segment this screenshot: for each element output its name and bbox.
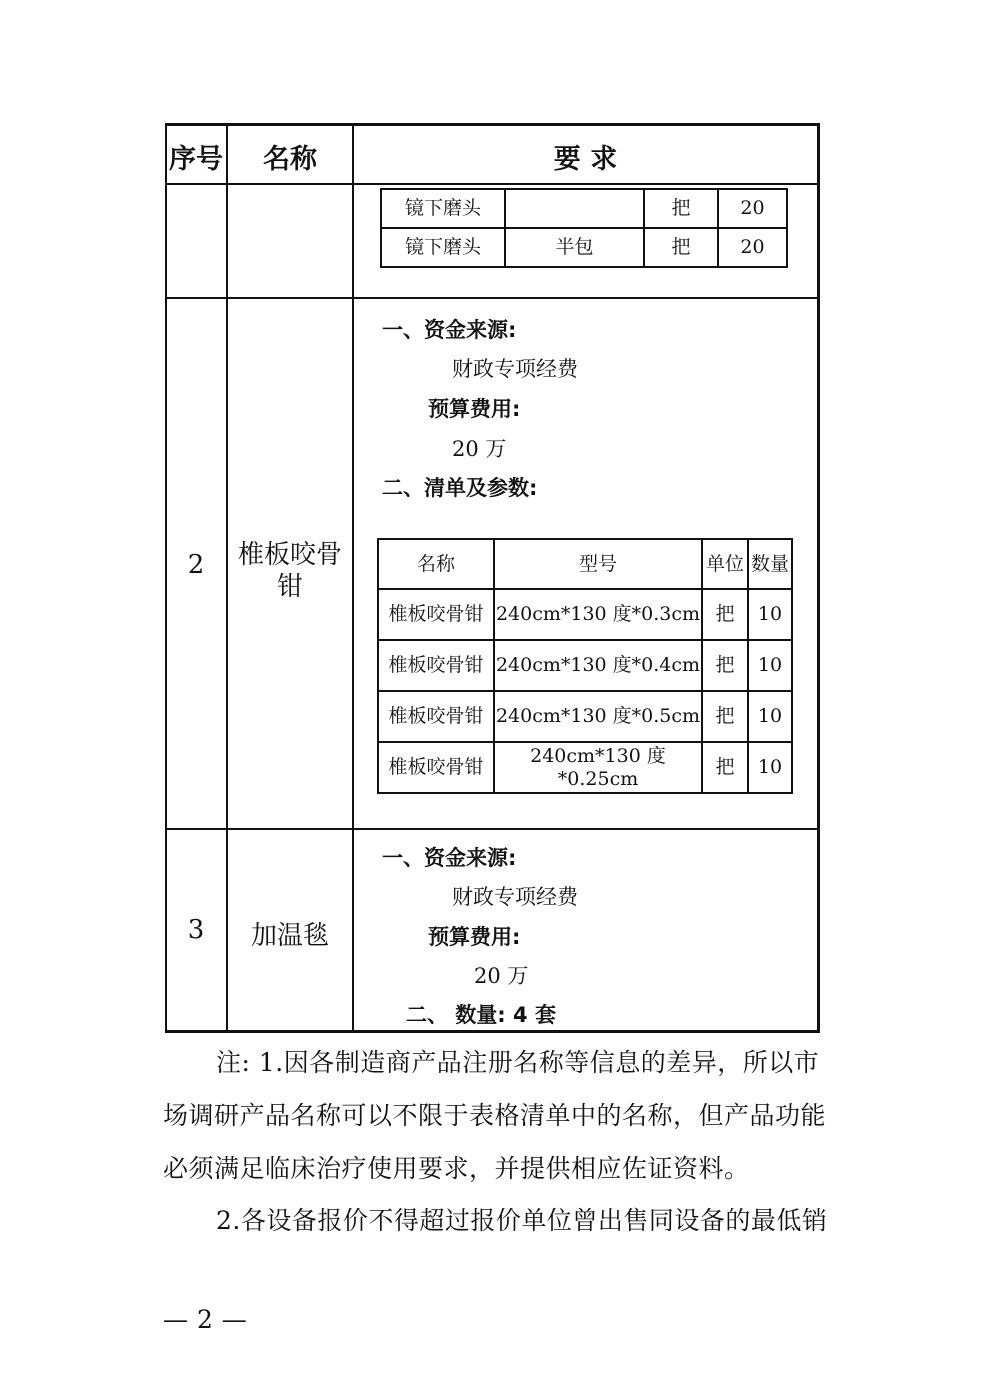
item-unit: 把 [644,228,718,267]
col-header-unit: 单位 [702,539,748,589]
item-name: 镜下磨头 [381,228,505,267]
note-line-2: 场调研产品名称可以不限于表格清单中的名称，但产品功能 [163,1101,827,1130]
row2-params-table [377,538,793,794]
row2-name-line2: 钳 [276,572,303,602]
row1-items-table [380,188,788,268]
item-model [505,189,644,228]
table-header-row [378,539,792,589]
header-requirements: 要 求 [553,144,618,175]
table-row [381,189,787,228]
col-header-qty: 数量 [748,539,792,589]
item-unit: 把 [702,691,748,742]
item-model: 半包 [505,228,644,267]
col-header-name: 名称 [378,539,494,589]
item-name: 镜下磨头 [381,189,505,228]
item-qty: 10 [748,589,792,640]
item-qty: 10 [748,691,792,742]
item-unit: 把 [702,640,748,691]
item-name: 椎板咬骨钳 [378,589,494,640]
item-model: 240cm*130 度*0.4cm [494,640,702,691]
row3-budget-value: 20 万 [474,964,529,988]
col-header-model: 型号 [494,539,702,589]
note-line-4: 2.各设备报价不得超过报价单位曾出售同设备的最低销 [216,1206,828,1235]
item-model: 240cm*130 度*0.25cm [494,742,702,793]
table-row [378,640,792,691]
item-qty: 10 [748,742,792,793]
table-row [378,742,792,793]
item-qty: 10 [748,640,792,691]
row3-index: 3 [187,915,205,945]
row3-name: 加温毯 [250,921,329,951]
note-line-1: 注: 1.因各制造商产品注册名称等信息的差异，所以市 [216,1048,820,1077]
header-name: 名称 [263,144,317,175]
note-line-3: 必须满足临床治疗使用要求，并提供相应佐证资料。 [163,1154,750,1183]
row3-fund-heading: 一、资金来源: [382,846,517,870]
item-model: 240cm*130 度*0.3cm [494,589,702,640]
row2-fund-heading: 一、资金来源: [382,318,517,342]
item-qty: 20 [718,228,787,267]
row2-fund-value: 财政专项经费 [452,357,578,381]
table-row [378,589,792,640]
item-name: 椎板咬骨钳 [378,640,494,691]
item-unit: 把 [702,589,748,640]
item-name: 椎板咬骨钳 [378,691,494,742]
item-unit: 把 [644,189,718,228]
item-qty: 20 [718,189,787,228]
item-unit: 把 [702,742,748,793]
row2-list-heading: 二、清单及参数: [382,476,538,500]
row2-name-line1: 椎板咬骨 [237,540,342,570]
table-row [378,691,792,742]
row2-budget-heading: 预算费用: [428,397,521,421]
row3-qty-line: 二、 数量: 4 套 [406,1003,556,1027]
item-model: 240cm*130 度*0.5cm [494,691,702,742]
row3-budget-heading: 预算费用: [428,925,521,949]
row2-budget-value: 20 万 [452,437,507,461]
header-index: 序号 [169,144,223,175]
row2-index: 2 [187,550,205,580]
page-number: — 2 — [163,1305,248,1334]
row3-fund-value: 财政专项经费 [452,885,578,909]
table-row [381,228,787,267]
item-name: 椎板咬骨钳 [378,742,494,793]
